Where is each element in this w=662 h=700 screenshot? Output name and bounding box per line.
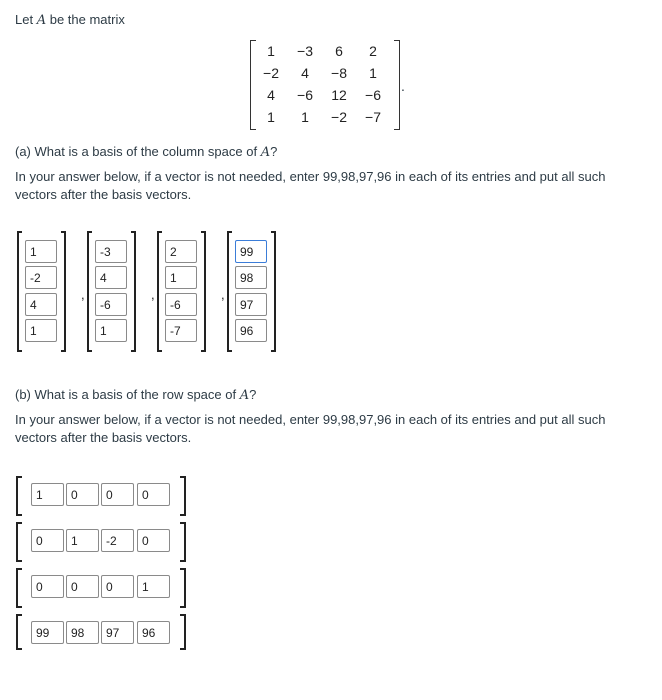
part-a-question: (a) What is a basis of the column space of A? (15, 144, 278, 160)
vector-left-bracket (87, 231, 92, 352)
row-vector-entry-input[interactable]: 0 (66, 483, 99, 506)
column-vector-entry-input[interactable]: -6 (95, 293, 127, 316)
matrix-right-bracket (394, 40, 400, 130)
row-vector-right-bracket (180, 568, 186, 608)
column-vector-entry-input[interactable]: -3 (95, 240, 127, 263)
matrix-entry: 2 (369, 43, 377, 59)
column-vector-entry-input[interactable]: 1 (95, 319, 127, 342)
row-vector-entry-input[interactable]: 98 (66, 621, 99, 644)
row-vector-entry-input[interactable]: 1 (137, 575, 170, 598)
row-vector-right-bracket (180, 522, 186, 562)
row-vector-right-bracket (180, 476, 186, 516)
intro-text: Let A be the matrix (15, 12, 125, 28)
vector-right-bracket (61, 231, 66, 352)
matrix-entry: −2 (263, 65, 279, 81)
row-vector-left-bracket (16, 522, 22, 562)
matrix-entry: 1 (267, 43, 275, 59)
matrix-entry: 4 (267, 87, 275, 103)
row-vector-entry-input[interactable]: 99 (31, 621, 64, 644)
matrix-entry: −6 (297, 87, 313, 103)
column-vector-entry-input[interactable]: 1 (25, 319, 57, 342)
row-vector-entry-input[interactable]: 0 (31, 575, 64, 598)
column-vector-entry-input[interactable]: -6 (165, 293, 197, 316)
column-vector-entry-input[interactable]: -7 (165, 319, 197, 342)
part-b-instructions-line2: vectors after the basis vectors. (15, 430, 192, 445)
column-vector-entry-input[interactable]: -2 (25, 266, 57, 289)
matrix-entry: −2 (331, 109, 347, 125)
matrix-entry: −8 (331, 65, 347, 81)
row-vector-entry-input[interactable]: 0 (137, 483, 170, 506)
row-vector-entry-input[interactable]: 0 (101, 483, 134, 506)
row-vector-entry-input[interactable]: 96 (137, 621, 170, 644)
part-b-instructions-line1: In your answer below, if a vector is not needed, enter 99,98,97,96 in each of its entries and put all such (15, 412, 606, 427)
vector-right-bracket (271, 231, 276, 352)
matrix-entry: 12 (331, 87, 347, 103)
column-vector-entry-input[interactable]: 4 (25, 293, 57, 316)
vector-separator-comma: , (221, 287, 225, 302)
row-vector-right-bracket (180, 614, 186, 650)
row-vector-entry-input[interactable]: 97 (101, 621, 134, 644)
row-vector-entry-input[interactable]: -2 (101, 529, 134, 552)
column-vector-entry-input[interactable]: 1 (165, 266, 197, 289)
matrix-entry: 1 (267, 109, 275, 125)
column-vector-entry-input[interactable]: 99 (235, 240, 267, 263)
row-vector-entry-input[interactable]: 0 (137, 529, 170, 552)
part-a-instructions-line2: vectors after the basis vectors. (15, 187, 192, 202)
row-vector-left-bracket (16, 568, 22, 608)
part-a-instructions-line1: In your answer below, if a vector is not needed, enter 99,98,97,96 in each of its entries and put all such (15, 169, 606, 184)
matrix-entry: −7 (365, 109, 381, 125)
matrix-entry: 1 (369, 65, 377, 81)
column-vector-entry-input[interactable]: 97 (235, 293, 267, 316)
row-vector-entry-input[interactable]: 1 (66, 529, 99, 552)
vector-left-bracket (227, 231, 232, 352)
column-vector-entry-input[interactable]: 98 (235, 266, 267, 289)
matrix-entry: 1 (301, 109, 309, 125)
matrix-entry: −6 (365, 87, 381, 103)
row-vector-left-bracket (16, 476, 22, 516)
column-vector-entry-input[interactable]: 2 (165, 240, 197, 263)
vector-separator-comma: , (151, 287, 155, 302)
vector-right-bracket (131, 231, 136, 352)
row-vector-entry-input[interactable]: 0 (101, 575, 134, 598)
vector-separator-comma: , (81, 287, 85, 302)
matrix-period: . (401, 78, 405, 94)
vector-right-bracket (201, 231, 206, 352)
column-vector-entry-input[interactable]: 4 (95, 266, 127, 289)
vector-left-bracket (17, 231, 22, 352)
matrix-a (250, 40, 410, 132)
row-vector-entry-input[interactable]: 1 (31, 483, 64, 506)
row-vector-left-bracket (16, 614, 22, 650)
row-vector-entry-input[interactable]: 0 (66, 575, 99, 598)
matrix-entry: 6 (335, 43, 343, 59)
matrix-entry: 4 (301, 65, 309, 81)
column-vector-entry-input[interactable]: 96 (235, 319, 267, 342)
matrix-entry: −3 (297, 43, 313, 59)
row-vector-entry-input[interactable]: 0 (31, 529, 64, 552)
part-b-question: (b) What is a basis of the row space of A? (15, 387, 257, 403)
column-vector-entry-input[interactable]: 1 (25, 240, 57, 263)
vector-left-bracket (157, 231, 162, 352)
